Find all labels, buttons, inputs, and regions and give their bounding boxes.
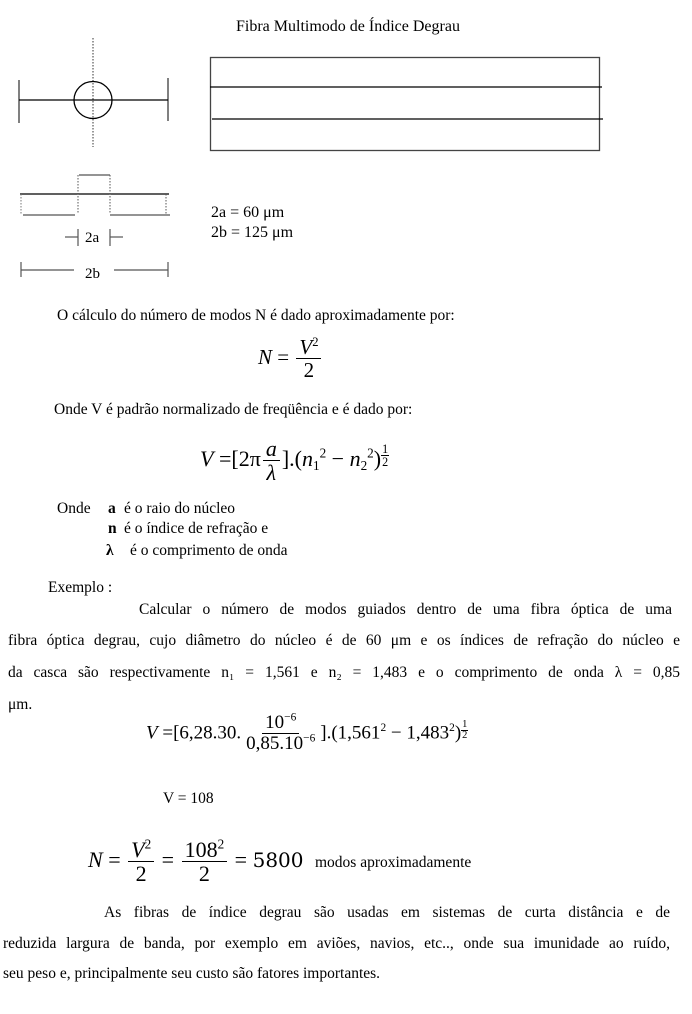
formula-v-n1: n: [301, 446, 313, 472]
v-definition-text: Onde V é padrão normalizado de freqüência e é dado por:: [54, 401, 413, 418]
formula-v-exp-num: 1: [382, 441, 389, 456]
formula-v-n1-sub: 1: [312, 458, 320, 474]
formula-v-calc-paren-close: ): [454, 722, 462, 744]
dimension-2a-value: 2a = 60 μm: [211, 204, 285, 221]
formula-n-lhs: N: [258, 344, 273, 369]
formula-n-calc-suffix: modos aproximadamente: [315, 854, 472, 872]
formula-v-calc-eq: =: [162, 722, 174, 744]
formula-v-close: ].(: [281, 446, 302, 472]
formula-v-calc-minus: − 1,483: [386, 722, 450, 744]
formula-v-calc-den: 0,85.10: [246, 732, 304, 754]
example-line-1: Calcular o número de modos guiados dentro de uma fibra óptica de uma: [139, 601, 672, 618]
formula-v-calc-num: 10: [265, 712, 285, 733]
formula-v-calc-exp-den: 2: [462, 730, 468, 742]
formula-v-open: [2π: [231, 446, 261, 472]
formula-n: [258, 336, 323, 382]
formula-n-calc-fraction-1: [128, 838, 154, 886]
label-2a: 2a: [85, 230, 100, 246]
formula-v-lhs: V: [200, 446, 214, 472]
definition-symbol-a: a: [108, 500, 116, 517]
formula-n-eq: =: [277, 344, 290, 369]
formula-n-den: 2: [303, 358, 315, 383]
formula-n-calc-lhs: N: [88, 847, 103, 873]
formula-v-calc-exponent: [461, 720, 468, 742]
formula-v-calc: [146, 713, 468, 755]
example-line-2: fibra óptica degrau, cujo diâmetro do núcleo é de 60 μm e os índices de refração do núcleo e: [8, 632, 680, 649]
definition-symbol-lambda: λ: [106, 542, 114, 559]
formula-n-calc-f1-exp: 2: [144, 836, 152, 852]
formula-v-exponent: [381, 443, 389, 468]
cross-section-view: [19, 38, 168, 147]
longitudinal-view: [210, 58, 603, 151]
formula-n-calc-f2-num: 108: [184, 837, 218, 862]
example-line-4: μm.: [8, 696, 33, 713]
definition-text-lambda: é o comprimento de onda: [130, 542, 288, 559]
formula-v-num: a: [263, 437, 280, 461]
formula-v-n2-exp: 2: [367, 445, 374, 461]
conclusion-line-1: As fibras de índice degrau são usadas em sistemas de curta distância e de: [104, 904, 670, 921]
formula-v-n2-sub: 2: [360, 458, 368, 474]
formula-v-paren-close: ): [373, 446, 382, 472]
definitions-lead: Onde: [57, 500, 91, 517]
formula-n-num: V: [299, 335, 313, 359]
index-profile: [20, 175, 170, 215]
formula-n-fraction: [296, 336, 321, 382]
formula-n-calc-result: 5800: [252, 848, 304, 873]
label-2b: 2b: [85, 266, 100, 279]
formula-n-calc-f1-num: V: [131, 837, 145, 862]
formula-v-n1-exp: 2: [319, 445, 327, 461]
formula-n-calc-eq3: =: [234, 847, 248, 873]
formula-v-calc-exp1: 2: [380, 721, 387, 734]
formula-v-calc-num-exp: −6: [284, 711, 297, 724]
formula-n-calc-f2-exp: 2: [217, 836, 225, 852]
formula-v-eq: =: [218, 446, 232, 472]
formula-v-n2: n: [349, 446, 361, 472]
formula-v-calc-exp-num: 1: [462, 718, 468, 730]
definition-text-n: é o índice de refração e: [124, 520, 269, 537]
formula-v: [200, 437, 389, 485]
formula-v-minus: −: [331, 446, 345, 472]
conclusion-line-3: seu peso e, principalmente seu custo são fatores importantes.: [3, 965, 381, 982]
formula-v-calc-exp2: 2: [449, 721, 455, 734]
formula-v-den: λ: [266, 460, 277, 486]
definition-symbol-n: n: [108, 520, 117, 537]
formula-v-calc-fraction: [243, 713, 318, 755]
formula-v-calc-close: ].(1,561: [320, 722, 381, 744]
formula-n-calc-fraction-2: [182, 838, 228, 886]
example-label: Exemplo :: [48, 579, 113, 596]
fiber-diagram: [0, 0, 692, 290]
conclusion-line-2: reduzida largura de banda, por exemplo em aviões, navios, etc.., onde sua imunidade ao ruído,: [3, 935, 670, 952]
formula-n-calc-f1-den: 2: [135, 861, 147, 887]
formula-n-calc-f2-den: 2: [198, 861, 210, 887]
intro-text: O cálculo do número de modos N é dado aproximadamente por:: [57, 307, 455, 324]
formula-n-exp: 2: [312, 334, 319, 349]
formula-v-calc-den-exp: −6: [303, 732, 316, 745]
definition-text-a: é o raio do núcleo: [124, 500, 236, 517]
v-result: V = 108: [163, 790, 214, 807]
example-line-3: da casca são respectivamente n₁ = 1,561 e n₂ = 1,483 e o comprimento de onda λ = 0,85: [8, 664, 680, 681]
formula-n-calc: [88, 838, 471, 886]
formula-n-calc-eq2: =: [161, 847, 175, 873]
formula-v-exp-den: 2: [382, 454, 389, 469]
formula-n-calc-eq: =: [108, 847, 121, 873]
page-title: Fibra Multimodo de Índice Degrau: [236, 18, 460, 35]
formula-v-calc-open: [6,28.30.: [173, 722, 242, 744]
dimension-2b-value: 2b = 125 μm: [211, 224, 294, 241]
formula-v-fraction: [263, 437, 280, 485]
formula-v-calc-lhs: V: [146, 722, 158, 744]
